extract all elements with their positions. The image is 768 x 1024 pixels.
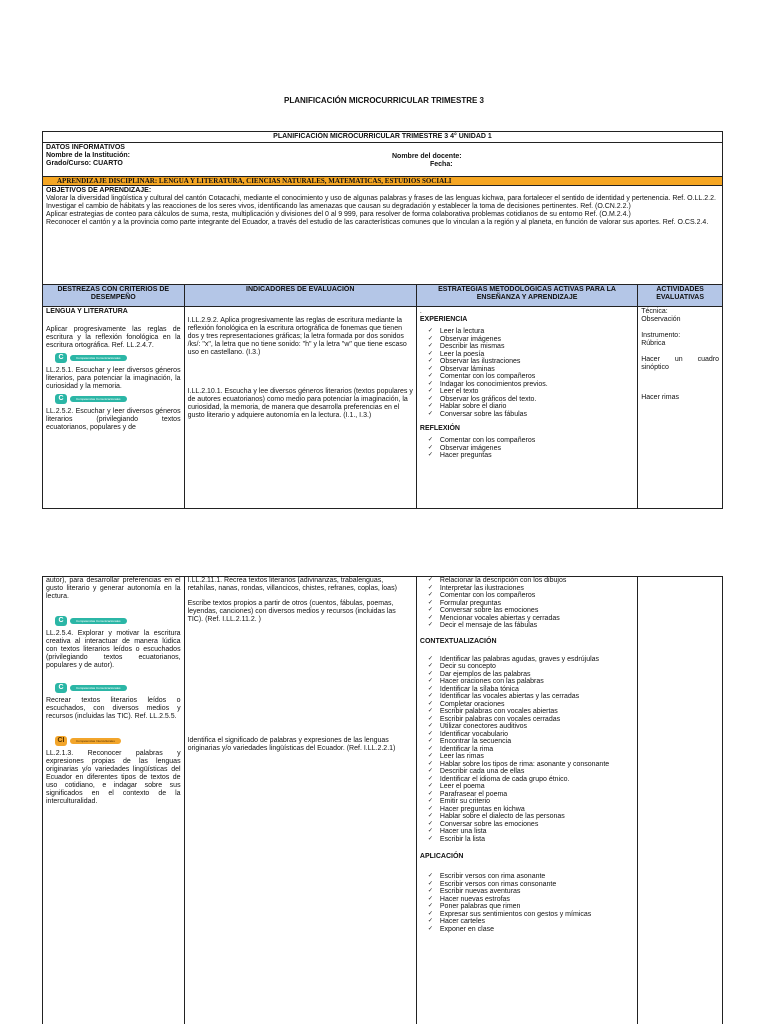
checklist-item: ✓ Observar las ilustraciones [428,358,634,366]
competency-label: Competencias Comunicacionales [70,618,127,624]
checklist-item: ✓ Observar imágenes [428,445,634,453]
instrumento-label: Instrumento: [641,332,681,339]
objetivo-item: Investigar el cambio de hábitats y las reacciones de los seres vivos, identificando las amenazas que causan su degradación y establecer la toma de decisiones pertinentes. Ref. (O.CN.2.2.) [46,203,631,210]
destreza-text: Aplicar progresivamente las reglas de escritura y la reflexión fonológica en la escritura ortográfica. Ref. LL.2.4.7. [46,326,181,349]
header-estrategias: ESTRATEGIAS METODOLÓGICAS ACTIVAS PARA LA ENSEÑANZA Y APRENDIZAJE [417,285,637,307]
checklist-item: ✓ Encontrar la secuencia [428,738,634,746]
checklist-item: ✓ Hacer preguntas en kichwa [428,806,634,814]
checklist-item: ✓ Identificar la rima [428,746,634,754]
competency-c-icon: C [55,394,67,404]
checklist-item: ✓ Exponer en clase [428,926,634,934]
checklist-item: ✓ Hacer nuevas estrofas [428,896,634,904]
checklist-item: ✓ Relacionar la descripción con los dibujos [428,577,634,585]
competency-badge [55,683,181,693]
checklist-item: ✓ Describir las mismas [428,343,634,351]
datos-informativos [43,143,722,177]
aprendizaje-disciplinar: APRENDIZAJE DISCIPLINAR: LENGUA Y LITERATURA, CIENCIAS NATURALES, MATEMATICAS, ESTUDIOS SOCIALI [43,177,722,186]
column-destrezas-cont [43,577,185,1024]
competency-c-icon: C [55,683,67,693]
checklist-item: ✓ Interpretar las ilustraciones [428,585,634,593]
header-actividades: ACTIVIDADES EVALUATIVAS [638,285,722,307]
checklist-item: ✓ Leer las rimas [428,753,634,761]
grado-label: Grado/Curso: CUARTO [46,160,123,167]
destrezas-subject: LENGUA Y LITERATURA [46,308,128,315]
column-indicadores-cont [185,577,417,1024]
checklist-item: ✓ Observar los gráficos del texto. [428,396,634,404]
destreza-text: LL.2.5.2. Escuchar y leer diversos géneros literarios (privilegiando textos ecuatorianos, populares y de [46,408,181,431]
checklist-item: ✓ Dar ejemplos de las palabras [428,671,634,679]
docente-label: Nombre del docente: [392,153,462,160]
fecha-label: Fecha: [430,161,453,168]
checklist-item: ✓ Leer el texto [428,388,634,396]
checklist-item: ✓ Hacer una lista [428,828,634,836]
destreza-text: LL.2.5.1. Escuchar y leer diversos géneros literarios, para potenciar la imaginación, la curiosidad y la memoria. [46,367,181,390]
competency-label: Competencias Comunicacionales [70,396,127,402]
checklist-item: ✓ Poner palabras que rimen [428,903,634,911]
tecnica-label: Técnica: [641,308,668,315]
column-actividades-cont [638,577,722,1024]
competency-badge [55,394,181,404]
actividad-item: Hacer rimas [641,394,679,401]
objetivos-heading: OBJETIVOS DE APRENDIZAJE: [46,187,152,194]
section-reflexion: REFLEXIÓN [419,425,460,432]
aplicacion-list [420,873,634,933]
column-indicadores [185,285,417,509]
checklist-item: ✓ Expresar sus sentimientos con gestos y mímicas [428,911,634,919]
checklist-item: ✓ Conversar sobre las emociones [428,821,634,829]
destreza-text: LL.2.1.3. Reconocer palabras y expresiones propias de las lenguas originarias y/o variedades lingüísticas del Ecuador en diferentes tipos de textos de uso cotidiano, e indagar sobre sus significados en el contexto de la interculturalidad. [46,750,181,805]
checklist-item: ✓ Observar imágenes [428,336,634,344]
checklist-item: ✓ Utilizar conectores auditivos [428,723,634,731]
indicador-text: I.LL.2.11.1. Recrea textos literarios (adivinanzas, trabalenguas, retahílas, nanas, rondas, villancicos, chistes, refranes, coplas, loas) [187,577,397,592]
objetivo-item: Aplicar estrategias de conteo para cálculos de suma, resta, multiplicación y divisiones del 0 al 9 999, para resolver de forma colaborativa problemas cotidianos de su entorno Ref. (O.M.2.4.) [46,211,631,218]
section-contextualizacion: CONTEXTUALIZACIÓN [419,637,497,645]
checklist-item: ✓ Conversar sobre las emociones [428,607,634,615]
checklist-item: ✓ Describir cada una de ellas [428,768,634,776]
checklist-item: ✓ Identificar la sílaba tónica [428,686,634,694]
destreza-text: LL.2.5.4. Explorar y motivar la escritura creativa al interactuar de manera lúdica con textos literarios leídos o escuchados (privilegiando textos ecuatorianos, populares y de autor). [46,630,181,669]
checklist-item: ✓ Leer el poema [428,783,634,791]
checklist-item: ✓ Comentar con los compañeros [428,373,634,381]
competency-c-icon: C [55,616,67,626]
checklist-item: ✓ Comentar con los compañeros [428,592,634,600]
checklist-item: ✓ Identificar vocabulario [428,731,634,739]
indicador-text: Escribe textos propios a partir de otros (cuentos, fábulas, poemas, leyendas, canciones) con diversos medios y recursos (incluidas las TIC). (Ref. I.LL.2.11.2. ) [187,600,396,623]
checklist-item: ✓ Escribir palabras con vocales abiertas [428,708,634,716]
checklist-item: ✓ Decir el mensaje de las fábulas [428,622,634,630]
table-title: PLANIFICACIÓN MICROCURRICULAR TRIMESTRE 3 4° UNIDAD 1 [43,132,722,143]
section-aplicacion: APLICACIÓN [419,853,464,860]
competency-badge [55,616,181,626]
stray-dot: . [419,308,422,315]
indicador-text: Identifica el significado de palabras y expresiones de las lenguas originarias y/o variedades lingüísticas del Ecuador. (Ref. I.LL.2.2.1) [187,737,396,752]
checklist-item: ✓ Emitir su criterio [428,798,634,806]
planning-table-page-2 [42,576,723,1024]
checklist-item: ✓ Identificar las vocales abiertas y las cerradas [428,693,634,701]
checklist-item: ✓ Escribir palabras con vocales cerradas [428,716,634,724]
competency-label: Competencias Interculturales [70,738,121,744]
estrategias-list [420,577,634,630]
document-title: PLANIFICACIÓN MICROCURRICULAR TRIMESTRE 3 [284,96,484,105]
column-destrezas [43,285,185,509]
column-actividades [638,285,722,509]
checklist-item: ✓ Identificar el idioma de cada grupo étnico. [428,776,634,784]
checklist-item: ✓ Comentar con los compañeros [428,437,634,445]
datos-heading: DATOS INFORMATIVOS [46,144,125,151]
competency-label: Competencias Comunicacionales [70,685,127,691]
column-estrategias-cont [417,577,638,1024]
checklist-item: ✓ Leer la lectura [428,328,634,336]
competency-badge [55,353,181,363]
header-destrezas: DESTREZAS CON CRITERIOS DE DESEMPEÑO [43,285,184,307]
destreza-text: Recrear textos literarios leídos o escuchados, con diversos medios y recursos (incluidas las TIC). Ref. LL.2.5.5. [46,697,181,720]
competency-c-icon: C [55,353,67,363]
reflexion-list [420,437,634,460]
tecnica-value: Observación [641,316,681,323]
contextualizacion-list [420,656,634,844]
competency-badge [55,736,181,746]
checklist-item: ✓ Conversar sobre las fábulas [428,411,634,419]
checklist-item: ✓ Hacer carteles [428,918,634,926]
experiencia-list [420,328,634,418]
checklist-item: ✓ Parafrasear el poema [428,791,634,799]
objetivo-item: Valorar la diversidad lingüística y cultural del cantón Cotacachi, mediante el conocimiento y uso de algunas palabras y frases de las lenguas kichwa, para fortalecer el sentido de identidad y pertenencia. Ref. O.LL.2.2. [46,195,716,202]
checklist-item: ✓ Leer la poesía [428,351,634,359]
checklist-item: ✓ Mencionar vocales abiertas y cerradas [428,615,634,623]
checklist-item: ✓ Indagar los conocimientos previos. [428,381,634,389]
checklist-item: ✓ Observar láminas [428,366,634,374]
indicador-text: I.LL.2.9.2. Aplica progresivamente las reglas de escritura mediante la reflexión fonológica en la escritura ortográfica de fonemas que tienen dos y tres representaciones gráficas; la letra formada por dos sonidos /ks/: "x", la letra que no tiene sonido: "h" y la letra "w" que tiene escaso uso en castellano. (I.3.) [187,317,407,356]
competency-label: Competencias Comunicacionales [70,355,127,361]
checklist-item: ✓ Escribir nuevas aventuras [428,888,634,896]
checklist-item: ✓ Hacer oraciones con las palabras [428,678,634,686]
institucion-label: Nombre de la Institución: [46,152,131,159]
planning-grid [43,285,722,509]
checklist-item: ✓ Decir su concepto [428,663,634,671]
indicador-text: I.LL.2.10.1. Escucha y lee diversos géneros literarios (textos populares y de autores ecuatorianos) como medio para potenciar la imaginación, la curiosidad, la memoria, de manera que desarrolla preferencias en el gusto literario y adquiere autonomía en la lectura. (I.1., I.3.) [187,388,413,419]
instrumento-value: Rúbrica [641,340,666,347]
destreza-text: autor), para desarrollar preferencias en el gusto literario y generar autonomía en la lectura. [46,577,181,600]
section-experiencia: EXPERIENCIA [419,316,468,323]
checklist-item: ✓ Escribir versos con rimas consonante [428,881,634,889]
checklist-item: ✓ Hacer preguntas [428,452,634,460]
header-indicadores: INDICADORES DE EVALUACIÓN [185,285,416,307]
column-estrategias [417,285,638,509]
actividad-item: Hacer un cuadro sinóptico [641,356,719,371]
checklist-item: ✓ Completar oraciones [428,701,634,709]
checklist-item: ✓ Escribir versos con rima asonante [428,873,634,881]
checklist-item: ✓ Identificar las palabras agudas, graves y esdrújulas [428,656,634,664]
checklist-item: ✓ Hablar sobre el dialecto de las personas [428,813,634,821]
objetivo-item: Reconocer el cantón y a la provincia como parte integrante del Ecuador, a través del estudio de las características comunes que lo vinculan a la región y al planeta, en función de valorar sus aportes. Ref. O.CS.2.4. [46,219,709,226]
competency-ci-icon: CI [55,736,67,746]
checklist-item: ✓ Escribir la lista [428,836,634,844]
checklist-item: ✓ Hablar sobre los tipos de rima: asonante y consonante [428,761,634,769]
planning-table-page-1 [42,131,723,509]
checklist-item: ✓ Hablar sobre el diario [428,403,634,411]
checklist-item: ✓ Formular preguntas [428,600,634,608]
objetivos-aprendizaje [43,186,722,285]
